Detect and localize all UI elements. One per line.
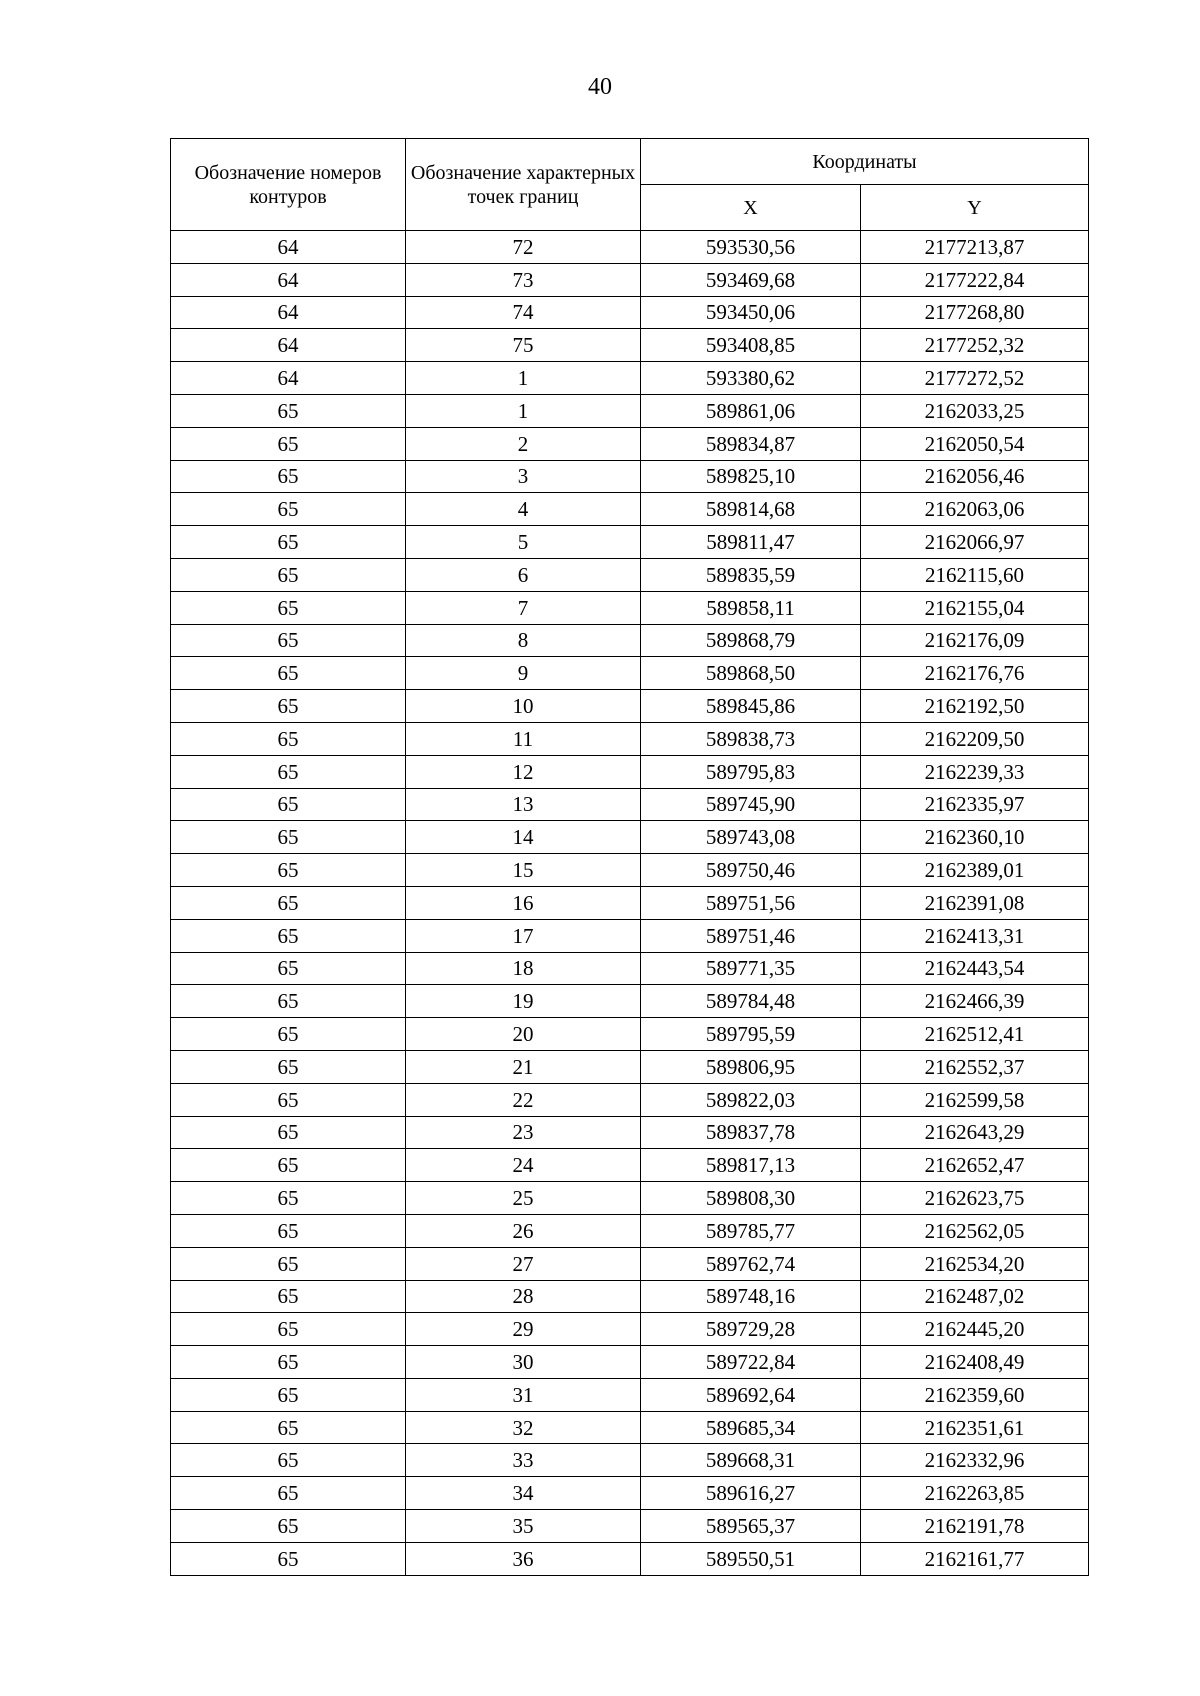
x-cell: 589729,28 bbox=[641, 1313, 861, 1346]
x-cell: 589616,27 bbox=[641, 1477, 861, 1510]
point-cell: 15 bbox=[406, 854, 641, 887]
table-row bbox=[171, 690, 1089, 723]
x-cell: 589722,84 bbox=[641, 1346, 861, 1379]
table-row bbox=[171, 985, 1089, 1018]
x-cell: 589825,10 bbox=[641, 460, 861, 493]
table-row bbox=[171, 1477, 1089, 1510]
y-cell: 2162623,75 bbox=[861, 1182, 1089, 1215]
x-cell: 589806,95 bbox=[641, 1050, 861, 1083]
contour-cell: 65 bbox=[171, 722, 406, 755]
table-header bbox=[171, 139, 1089, 231]
table-row bbox=[171, 1313, 1089, 1346]
table-row bbox=[171, 427, 1089, 460]
y-cell: 2162191,78 bbox=[861, 1510, 1089, 1543]
contour-cell: 65 bbox=[171, 1018, 406, 1051]
contour-cell: 65 bbox=[171, 788, 406, 821]
y-cell: 2162512,41 bbox=[861, 1018, 1089, 1051]
y-cell: 2177252,32 bbox=[861, 329, 1089, 362]
contour-cell: 65 bbox=[171, 952, 406, 985]
contour-cell: 65 bbox=[171, 1477, 406, 1510]
contour-cell: 65 bbox=[171, 1444, 406, 1477]
table-row bbox=[171, 526, 1089, 559]
table-row bbox=[171, 460, 1089, 493]
x-cell: 589751,46 bbox=[641, 919, 861, 952]
table-row bbox=[171, 362, 1089, 395]
y-cell: 2162176,09 bbox=[861, 624, 1089, 657]
y-cell: 2162155,04 bbox=[861, 591, 1089, 624]
x-cell: 589685,34 bbox=[641, 1411, 861, 1444]
point-cell: 17 bbox=[406, 919, 641, 952]
y-cell: 2162413,31 bbox=[861, 919, 1089, 952]
x-cell: 589868,50 bbox=[641, 657, 861, 690]
x-cell: 589795,59 bbox=[641, 1018, 861, 1051]
table-row bbox=[171, 1247, 1089, 1280]
contour-cell: 65 bbox=[171, 624, 406, 657]
x-cell: 589817,13 bbox=[641, 1149, 861, 1182]
contour-cell: 65 bbox=[171, 1149, 406, 1182]
x-cell: 589692,64 bbox=[641, 1378, 861, 1411]
contour-cell: 65 bbox=[171, 1050, 406, 1083]
contour-cell: 64 bbox=[171, 362, 406, 395]
header-point-designation: Обозначение характерных точек границ bbox=[406, 139, 641, 231]
y-cell: 2177213,87 bbox=[861, 231, 1089, 264]
header-y: Y bbox=[861, 185, 1089, 231]
point-cell: 14 bbox=[406, 821, 641, 854]
x-cell: 589811,47 bbox=[641, 526, 861, 559]
point-cell: 22 bbox=[406, 1083, 641, 1116]
x-cell: 589861,06 bbox=[641, 394, 861, 427]
table-row bbox=[171, 1018, 1089, 1051]
table-row bbox=[171, 1280, 1089, 1313]
x-cell: 589858,11 bbox=[641, 591, 861, 624]
contour-cell: 65 bbox=[171, 1346, 406, 1379]
x-cell: 589784,48 bbox=[641, 985, 861, 1018]
point-cell: 25 bbox=[406, 1182, 641, 1215]
point-cell: 18 bbox=[406, 952, 641, 985]
table-row bbox=[171, 231, 1089, 264]
point-cell: 31 bbox=[406, 1378, 641, 1411]
table-row bbox=[171, 1182, 1089, 1215]
x-cell: 589668,31 bbox=[641, 1444, 861, 1477]
point-cell: 74 bbox=[406, 296, 641, 329]
x-cell: 593408,85 bbox=[641, 329, 861, 362]
x-cell: 589822,03 bbox=[641, 1083, 861, 1116]
contour-cell: 65 bbox=[171, 1182, 406, 1215]
point-cell: 72 bbox=[406, 231, 641, 264]
y-cell: 2162562,05 bbox=[861, 1214, 1089, 1247]
table-row bbox=[171, 919, 1089, 952]
contour-cell: 65 bbox=[171, 854, 406, 887]
y-cell: 2162534,20 bbox=[861, 1247, 1089, 1280]
point-cell: 4 bbox=[406, 493, 641, 526]
contour-cell: 65 bbox=[171, 919, 406, 952]
y-cell: 2162391,08 bbox=[861, 886, 1089, 919]
table-row bbox=[171, 1083, 1089, 1116]
point-cell: 20 bbox=[406, 1018, 641, 1051]
table-row bbox=[171, 854, 1089, 887]
contour-cell: 65 bbox=[171, 1411, 406, 1444]
header-contour-number: Обозначение номеров контуров bbox=[171, 139, 406, 231]
y-cell: 2162066,97 bbox=[861, 526, 1089, 559]
y-cell: 2162263,85 bbox=[861, 1477, 1089, 1510]
table-row bbox=[171, 1050, 1089, 1083]
y-cell: 2162466,39 bbox=[861, 985, 1089, 1018]
contour-cell: 65 bbox=[171, 558, 406, 591]
table-row bbox=[171, 1149, 1089, 1182]
table-body bbox=[171, 231, 1089, 1576]
contour-cell: 65 bbox=[171, 460, 406, 493]
contour-cell: 65 bbox=[171, 1214, 406, 1247]
contour-cell: 65 bbox=[171, 755, 406, 788]
contour-cell: 65 bbox=[171, 394, 406, 427]
y-cell: 2162599,58 bbox=[861, 1083, 1089, 1116]
table-row bbox=[171, 1411, 1089, 1444]
contour-cell: 65 bbox=[171, 493, 406, 526]
y-cell: 2177222,84 bbox=[861, 263, 1089, 296]
point-cell: 35 bbox=[406, 1510, 641, 1543]
table-row bbox=[171, 755, 1089, 788]
y-cell: 2162408,49 bbox=[861, 1346, 1089, 1379]
table-row bbox=[171, 558, 1089, 591]
y-cell: 2162033,25 bbox=[861, 394, 1089, 427]
contour-cell: 65 bbox=[171, 886, 406, 919]
contour-cell: 64 bbox=[171, 296, 406, 329]
x-cell: 589750,46 bbox=[641, 854, 861, 887]
table-row bbox=[171, 657, 1089, 690]
x-cell: 589751,56 bbox=[641, 886, 861, 919]
table-row bbox=[171, 1510, 1089, 1543]
point-cell: 8 bbox=[406, 624, 641, 657]
point-cell: 3 bbox=[406, 460, 641, 493]
y-cell: 2162359,60 bbox=[861, 1378, 1089, 1411]
point-cell: 9 bbox=[406, 657, 641, 690]
x-cell: 589762,74 bbox=[641, 1247, 861, 1280]
coordinates-table bbox=[170, 138, 1089, 1576]
header-coordinates: Координаты bbox=[641, 139, 1089, 185]
contour-cell: 65 bbox=[171, 1247, 406, 1280]
point-cell: 26 bbox=[406, 1214, 641, 1247]
point-cell: 27 bbox=[406, 1247, 641, 1280]
table-row bbox=[171, 1346, 1089, 1379]
table-row bbox=[171, 1444, 1089, 1477]
y-cell: 2177272,52 bbox=[861, 362, 1089, 395]
x-cell: 589814,68 bbox=[641, 493, 861, 526]
x-cell: 589835,59 bbox=[641, 558, 861, 591]
point-cell: 36 bbox=[406, 1542, 641, 1575]
table-row bbox=[171, 591, 1089, 624]
x-cell: 589795,83 bbox=[641, 755, 861, 788]
y-cell: 2162389,01 bbox=[861, 854, 1089, 887]
table-row bbox=[171, 263, 1089, 296]
point-cell: 5 bbox=[406, 526, 641, 559]
x-cell: 589868,79 bbox=[641, 624, 861, 657]
y-cell: 2162161,77 bbox=[861, 1542, 1089, 1575]
contour-cell: 65 bbox=[171, 1378, 406, 1411]
table-row bbox=[171, 1542, 1089, 1575]
x-cell: 589785,77 bbox=[641, 1214, 861, 1247]
point-cell: 29 bbox=[406, 1313, 641, 1346]
y-cell: 2162643,29 bbox=[861, 1116, 1089, 1149]
point-cell: 19 bbox=[406, 985, 641, 1018]
y-cell: 2162115,60 bbox=[861, 558, 1089, 591]
point-cell: 24 bbox=[406, 1149, 641, 1182]
y-cell: 2162239,33 bbox=[861, 755, 1089, 788]
x-cell: 589838,73 bbox=[641, 722, 861, 755]
contour-cell: 65 bbox=[171, 985, 406, 1018]
y-cell: 2177268,80 bbox=[861, 296, 1089, 329]
x-cell: 589837,78 bbox=[641, 1116, 861, 1149]
contour-cell: 65 bbox=[171, 1313, 406, 1346]
y-cell: 2162209,50 bbox=[861, 722, 1089, 755]
table-row bbox=[171, 624, 1089, 657]
point-cell: 75 bbox=[406, 329, 641, 362]
table-row bbox=[171, 952, 1089, 985]
point-cell: 23 bbox=[406, 1116, 641, 1149]
contour-cell: 65 bbox=[171, 690, 406, 723]
point-cell: 11 bbox=[406, 722, 641, 755]
y-cell: 2162192,50 bbox=[861, 690, 1089, 723]
point-cell: 30 bbox=[406, 1346, 641, 1379]
point-cell: 1 bbox=[406, 394, 641, 427]
table-row bbox=[171, 1214, 1089, 1247]
x-cell: 589771,35 bbox=[641, 952, 861, 985]
x-cell: 589845,86 bbox=[641, 690, 861, 723]
point-cell: 13 bbox=[406, 788, 641, 821]
y-cell: 2162360,10 bbox=[861, 821, 1089, 854]
point-cell: 21 bbox=[406, 1050, 641, 1083]
point-cell: 6 bbox=[406, 558, 641, 591]
point-cell: 73 bbox=[406, 263, 641, 296]
x-cell: 589748,16 bbox=[641, 1280, 861, 1313]
contour-cell: 65 bbox=[171, 427, 406, 460]
y-cell: 2162056,46 bbox=[861, 460, 1089, 493]
point-cell: 1 bbox=[406, 362, 641, 395]
table-row bbox=[171, 788, 1089, 821]
table-row bbox=[171, 1378, 1089, 1411]
point-cell: 32 bbox=[406, 1411, 641, 1444]
contour-cell: 65 bbox=[171, 657, 406, 690]
table-row bbox=[171, 296, 1089, 329]
point-cell: 16 bbox=[406, 886, 641, 919]
x-cell: 589743,08 bbox=[641, 821, 861, 854]
y-cell: 2162652,47 bbox=[861, 1149, 1089, 1182]
y-cell: 2162063,06 bbox=[861, 493, 1089, 526]
point-cell: 7 bbox=[406, 591, 641, 624]
x-cell: 593380,62 bbox=[641, 362, 861, 395]
x-cell: 593469,68 bbox=[641, 263, 861, 296]
table-row bbox=[171, 886, 1089, 919]
contour-cell: 65 bbox=[171, 1510, 406, 1543]
x-cell: 589550,51 bbox=[641, 1542, 861, 1575]
x-cell: 589834,87 bbox=[641, 427, 861, 460]
table-row bbox=[171, 493, 1089, 526]
page-number: 40 bbox=[588, 74, 612, 100]
contour-cell: 65 bbox=[171, 526, 406, 559]
contour-cell: 64 bbox=[171, 231, 406, 264]
x-cell: 593450,06 bbox=[641, 296, 861, 329]
contour-cell: 64 bbox=[171, 329, 406, 362]
point-cell: 10 bbox=[406, 690, 641, 723]
y-cell: 2162552,37 bbox=[861, 1050, 1089, 1083]
y-cell: 2162487,02 bbox=[861, 1280, 1089, 1313]
y-cell: 2162351,61 bbox=[861, 1411, 1089, 1444]
x-cell: 589745,90 bbox=[641, 788, 861, 821]
x-cell: 589565,37 bbox=[641, 1510, 861, 1543]
table-row bbox=[171, 1116, 1089, 1149]
y-cell: 2162176,76 bbox=[861, 657, 1089, 690]
point-cell: 12 bbox=[406, 755, 641, 788]
point-cell: 28 bbox=[406, 1280, 641, 1313]
y-cell: 2162332,96 bbox=[861, 1444, 1089, 1477]
table-row bbox=[171, 394, 1089, 427]
y-cell: 2162443,54 bbox=[861, 952, 1089, 985]
point-cell: 2 bbox=[406, 427, 641, 460]
y-cell: 2162335,97 bbox=[861, 788, 1089, 821]
table-row bbox=[171, 722, 1089, 755]
contour-cell: 64 bbox=[171, 263, 406, 296]
y-cell: 2162445,20 bbox=[861, 1313, 1089, 1346]
table-row bbox=[171, 821, 1089, 854]
contour-cell: 65 bbox=[171, 1083, 406, 1116]
y-cell: 2162050,54 bbox=[861, 427, 1089, 460]
contour-cell: 65 bbox=[171, 1542, 406, 1575]
contour-cell: 65 bbox=[171, 1116, 406, 1149]
contour-cell: 65 bbox=[171, 821, 406, 854]
contour-cell: 65 bbox=[171, 1280, 406, 1313]
point-cell: 33 bbox=[406, 1444, 641, 1477]
table-row bbox=[171, 329, 1089, 362]
x-cell: 593530,56 bbox=[641, 231, 861, 264]
header-x: X bbox=[641, 185, 861, 231]
point-cell: 34 bbox=[406, 1477, 641, 1510]
x-cell: 589808,30 bbox=[641, 1182, 861, 1215]
contour-cell: 65 bbox=[171, 591, 406, 624]
